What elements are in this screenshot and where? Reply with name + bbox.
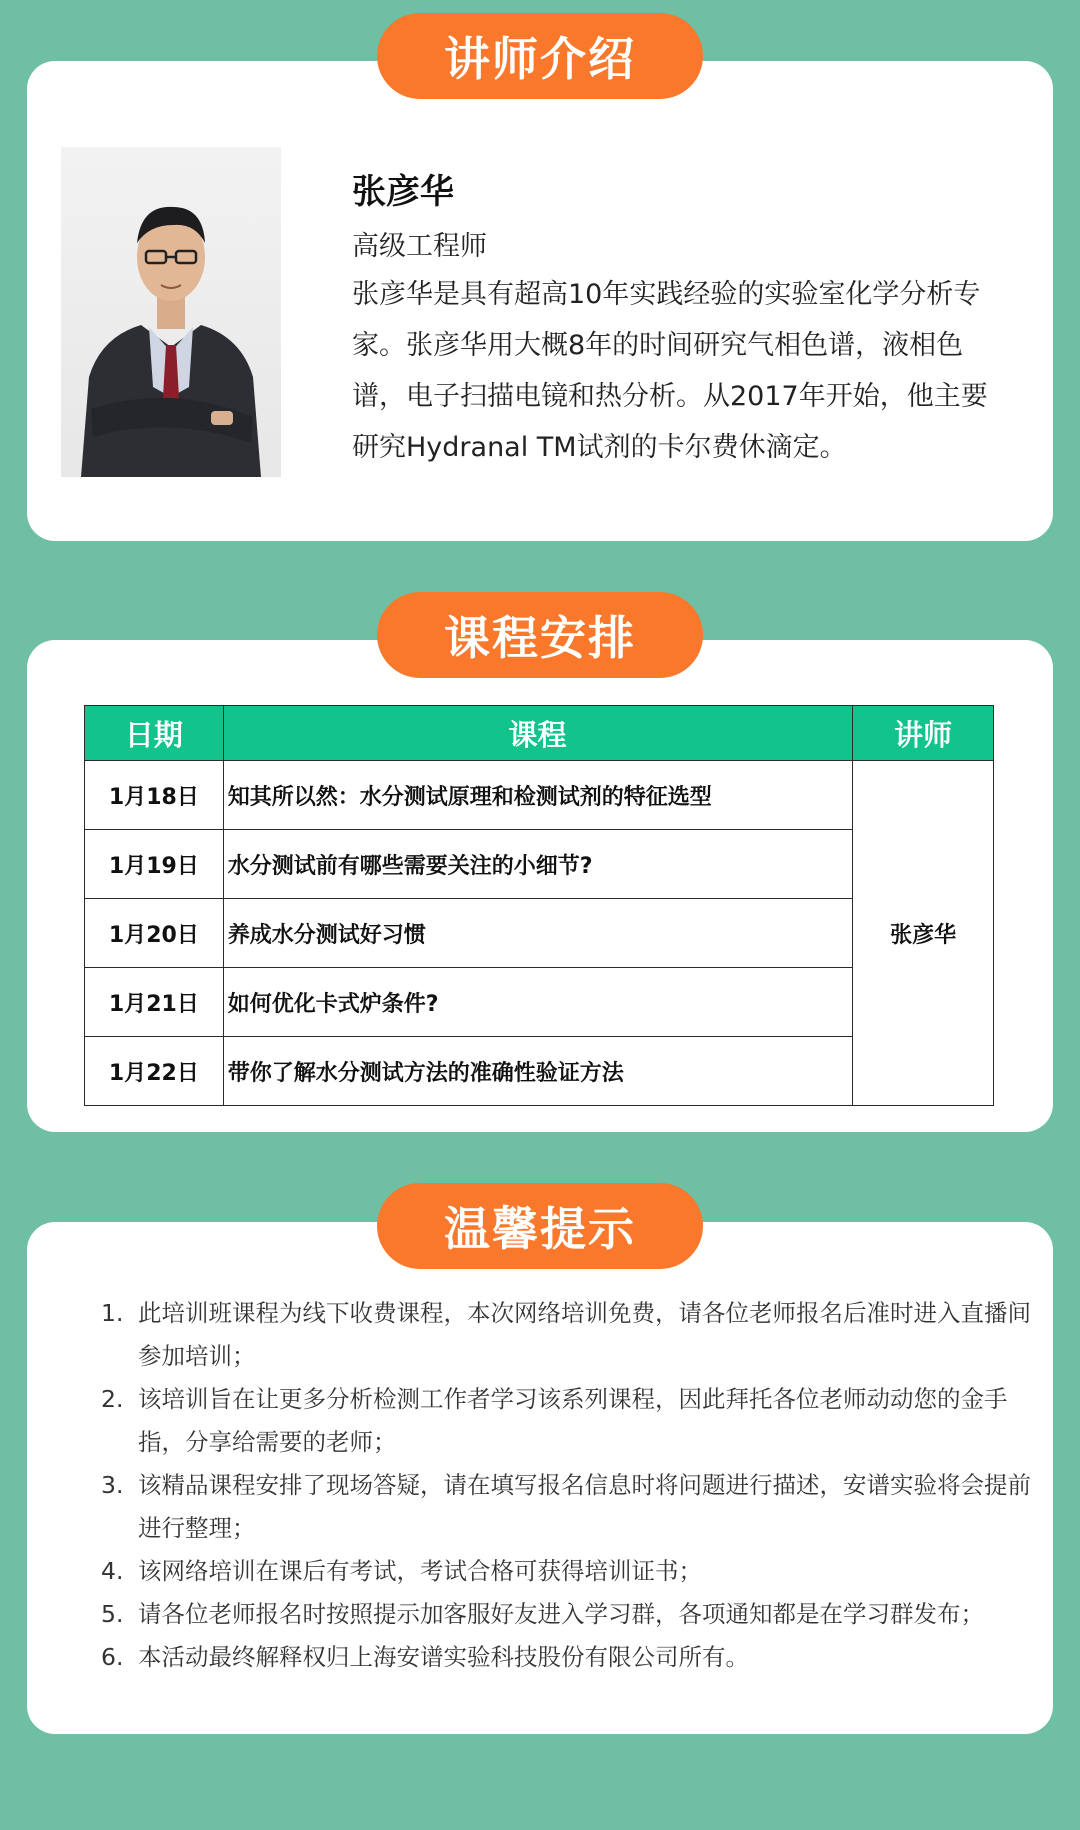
schedule-header-row — [85, 706, 994, 761]
list-item — [77, 1593, 1037, 1636]
list-item-text: 请各位老师报名时按照提示加客服好友进入学习群，各项通知都是在学习群发布； — [138, 1600, 984, 1628]
list-item-number: 4. — [101, 1557, 124, 1585]
list-item — [77, 1550, 1037, 1593]
list-item-text: 本活动最终解释权归上海安谱实验科技股份有限公司所有。 — [138, 1643, 749, 1671]
section-heading-intro: 讲师介绍 — [377, 13, 703, 99]
list-item — [77, 1378, 1037, 1464]
section-heading-schedule: 课程安排 — [377, 592, 703, 678]
row-course: 水分测试前有哪些需要关注的小细节? — [223, 830, 852, 899]
teacher-bio: 张彦华是具有超高10年实践经验的实验室化学分析专家。张彦华用大概8年的时间研究气相色谱，液相色谱，电子扫描电镜和热分析。从2017年开始，他主要研究Hydranal TM试剂的卡尔费休滴定。 — [352, 279, 988, 463]
list-item-text: 该精品课程安排了现场答疑，请在填写报名信息时将问题进行描述，安谱实验将会提前进行整理； — [138, 1471, 1031, 1542]
tips-list — [77, 1292, 1037, 1679]
row-course: 带你了解水分测试方法的准确性验证方法 — [223, 1037, 852, 1106]
list-item-text: 该培训旨在让更多分析检测工作者学习该系列课程，因此拜托各位老师动动您的金手指，分享给需要的老师； — [138, 1385, 1008, 1456]
row-teacher: 张彦华 — [853, 761, 994, 1106]
column-header-date: 日期 — [85, 706, 224, 761]
list-item-number: 3. — [101, 1471, 124, 1499]
teacher-portrait-image — [61, 147, 281, 477]
list-item — [77, 1464, 1037, 1550]
row-course: 如何优化卡式炉条件? — [223, 968, 852, 1037]
table-row — [85, 761, 994, 830]
teacher-photo — [61, 147, 281, 477]
list-item-number: 6. — [101, 1643, 124, 1671]
row-date: 1月22日 — [85, 1037, 224, 1106]
list-item — [77, 1292, 1037, 1378]
column-header-teacher: 讲师 — [853, 706, 994, 761]
list-item — [77, 1636, 1037, 1679]
list-item-number: 5. — [101, 1600, 124, 1628]
row-date: 1月19日 — [85, 830, 224, 899]
row-course: 养成水分测试好习惯 — [223, 899, 852, 968]
schedule-table — [84, 705, 994, 1106]
list-item-number: 1. — [101, 1299, 124, 1327]
row-date: 1月20日 — [85, 899, 224, 968]
list-item-text: 该网络培训在课后有考试，考试合格可获得培训证书； — [138, 1557, 702, 1585]
list-item-number: 2. — [101, 1385, 124, 1413]
section-heading-tips: 温馨提示 — [377, 1183, 703, 1269]
row-date: 1月18日 — [85, 761, 224, 830]
list-item-text: 此培训班课程为线下收费课程，本次网络培训免费，请各位老师报名后准时进入直播间参加培训； — [138, 1299, 1031, 1370]
tips-card — [27, 1222, 1053, 1734]
schedule-card — [27, 640, 1053, 1132]
teacher-title: 高级工程师 — [352, 231, 487, 262]
row-date: 1月21日 — [85, 968, 224, 1037]
teacher-intro-card — [27, 61, 1053, 541]
column-header-course: 课程 — [223, 706, 852, 761]
teacher-name: 张彦华 — [352, 172, 454, 212]
row-course: 知其所以然：水分测试原理和检测试剂的特征选型 — [223, 761, 852, 830]
